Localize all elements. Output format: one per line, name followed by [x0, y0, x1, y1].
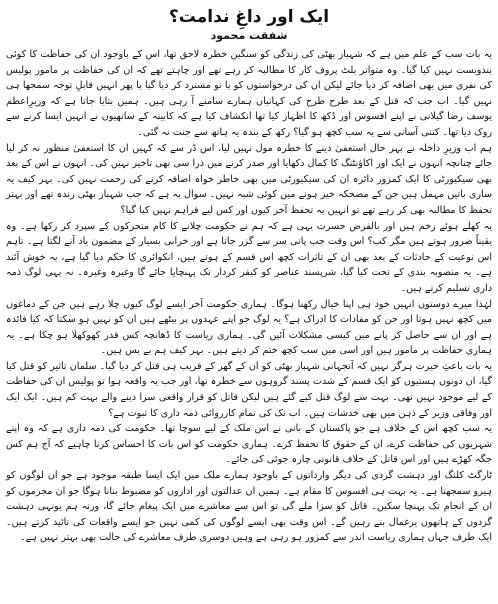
- article-paragraph: ہم اب وزیرِ داخلہ نے بہر حال استعفیٰ دینے کا خطرہ مول نہیں لیا، اس ڈر سے کہ کہیں ان کا استعفیٰ منظور نہ کر لیا جائے چنانچہ انہوں نے ایک اور اکاؤنٹنگ کا کمال دکھایا اور صدر کرنے میں ذرا سی بھی تاخیر نہیں کی۔ انہوں نے اس کے بعد بھی سیکیورٹی کا ایک کمزور دائرہ ان کی سیکیورٹی میں بھی خاطر خواہ اضافہ کرنے کی زحمت نہیں کی۔ بہر کیف یہ ساری باتیں مہمل ہیں جن کے مضحکہ خیز ہونے میں کوئی شبہ نہیں۔ سوال یہ ہے کہ جب شہباز بھٹی زندہ تھے اور بہتر تحفظ کا مطالبہ بھی کر رہے تھے تو انہیں یہ تحفظ آخر کیوں اور کس لیے فراہم نہیں کیا گیا؟: [6, 142, 492, 216]
- article-paragraph: ٹارگٹ کلنگ اور دہشت گردی کی دیگر وارداتوں کے باوجود ہمارے ملک میں ایک ایسا طبقہ موجود ہے جو ان لوگوں کو ہیرو سمجھتا ہے۔ یہ بہت ہی افسوس کا مقام ہے۔ ہمیں ان عدالتوں اور اداروں کو مضبوط بنانا ہوگا جو ان مجرموں کو ان کے انجام تک پہنچا سکیں۔ قاتل کو سزا ملے گی تو اس سے معاشرے میں ایک پیغام جائے گا، ورنہ ہم یونہی دہشت گردوں کے ہاتھوں یرغمال بنے رہیں گے۔ اس وقت بھی ایسے لوگوں کی کمی نہیں جو ایسے واقعات کی تائید کرتے ہیں۔ ایک طرف جہاں ہماری ریاست اندر سے کمزور ہو رہی ہے وہیں دوسری طرف معاشرے کی حالت بھی بہتر نہیں ہے۔: [6, 470, 492, 544]
- article-paragraph: یہ کھلے ہوئے زخم ہیں اور بالفرض حسرت یہی ہے کہ ہم نے حکومت چلانے کا کام متحرکوں کے سپرد کر رکھا ہے۔ وہ یقیناً ضرور ہوتے ہیں مگر کب؟ اس وقت جب پانی سر سے گزر جاتا ہے اور خرابی بسیار کے مضمون یاد آنے لگتا ہے۔ تاہم اس نوعیت کے حادثات کے بعد بھی ان کے تاثرات کچھ اس قسم کے ہوتے ہیں، انکوائری کا حکم دیا گیا ہے، یہ خوش آئند ہے۔ یہ منصوبہ بندی کے تحت کیا گیا، شرپسند عناصر کو کیفر کردار تک پہنچایا جائے گا وغیرہ وغیرہ۔ نہ یہی لوگ ذمہ داری تسلیم کرتے ہیں۔: [6, 220, 492, 294]
- article-paragraph: یہ سب کچھ اس کے خلاف ہے جو پاکستان کے بانی نے اس ملک کے لیے سوچا تھا۔ حکومت کی ذمہ داری ہے کہ وہ اپنے شہریوں کی حفاظت کرے، ان کے حقوق کا تحفظ کرے۔ ہماری حکومت کو اس بات کا احساس کرنا چاہیے کہ آج ہم کس جگہ کھڑے ہیں اور اس قاتل کے خلاف قانونی چارہ جوئی کی جائے۔: [6, 423, 492, 466]
- article-body: [6, 47, 492, 546]
- article-paragraph: لہٰذا میرے دوستوں انہیں خود ہی اپنا خیال رکھنا ہوگا۔ ہماری حکومت آخر ایسے لوگ کیوں چلا رہے ہیں جن کے دماغوں میں کچھ نہیں ہوتا اور جن کو مفادات کا ادراک ہے؟ یہ لوگ جو اپنے عہدوں پر بیٹھے ہیں ان کو نہیں ہو سکتا کہ کیا فائدہ ہے اور ان سے حاصل کر پانے میں کیسی مشکلات آئیں گی۔ ہماری ریاست کا ڈھانچہ کس قدر کھوکھلا ہو چکا ہے۔ یہ ہماری حفاظت پر مامور ہیں اور اسی میں سب کچھ ختم کر دیتے ہیں۔ بہر کیف ہم بے بس ہیں۔: [6, 298, 492, 357]
- article-title: ایک اور داغِ ندامت؟: [168, 7, 330, 27]
- article-paragraph: یہ بات سب کے علم میں ہے کہ شہباز بھٹی کی زندگی کو سنگین خطرہ لاحق تھا، اس کے باوجود ان کی حفاظت کا کوئی بندوبست نہیں کیا گیا۔ وہ متواتر بلٹ پروف کار کا مطالبہ کر رہے تھے اور چاہتے تھے کہ ان کی حفاظت پر مامور پولیس کی نفری میں بھی اضافہ کر دیا جائے لیکن ان کی درخواستوں کو یا تو مسترد کر دیا گیا یا پھر انہیں قابلِ توجہ سمجھا ہی نہیں گیا۔ اب جب کہ قتل کے بعد طرح طرح کی کہانیاں ہمارے سامنے آ رہی ہیں۔ ہمیں بتایا جاتا ہے کہ وزیرِاعظم یوسف رضا گیلانی نے اپنے افسوس اور دُکھ کا اظہار کیا تھا انکشاف کیا ہے کہ کابینہ کے ساتھیوں نے انہیں ایسا کرنے سے روک دیا تھا۔ کتنی آسانی سے یہ سب کچھ ہو گیا؟ رکھ کے بندہ یہ ہاتھ سے جنت نہ گئی۔: [6, 49, 492, 138]
- article-paragraph: یہ بات باعثِ حیرت ہرگز نہیں کہ آنجہانی شہباز بھٹی کو ان کے گھر کے قریب ہی قتل کر دیا گیا۔ سلمان تاثیر کو قتل کیا گیا، ان دونوں ہستیوں کو ایک قسم کے شدت پسند گروہوں سے خطرہ تھا، اور جب یہ واقعہ ہوا تو پولیس ان کی حفاظت کے لیے موجود نہیں تھی۔ بہت سے لوگ قتل کیے گئے ہیں لیکن قاتل کو قرار واقعی سزا دینے والے بہت کم ہیں۔ ایک ایک اور وفاقی وزیر کے ذہن میں بھی خدشات ہیں۔ اب تک کی تمام کارروائی ذمہ داری کا ثبوت ہے؟: [6, 360, 492, 419]
- article-author: شفقت محمود: [210, 29, 288, 42]
